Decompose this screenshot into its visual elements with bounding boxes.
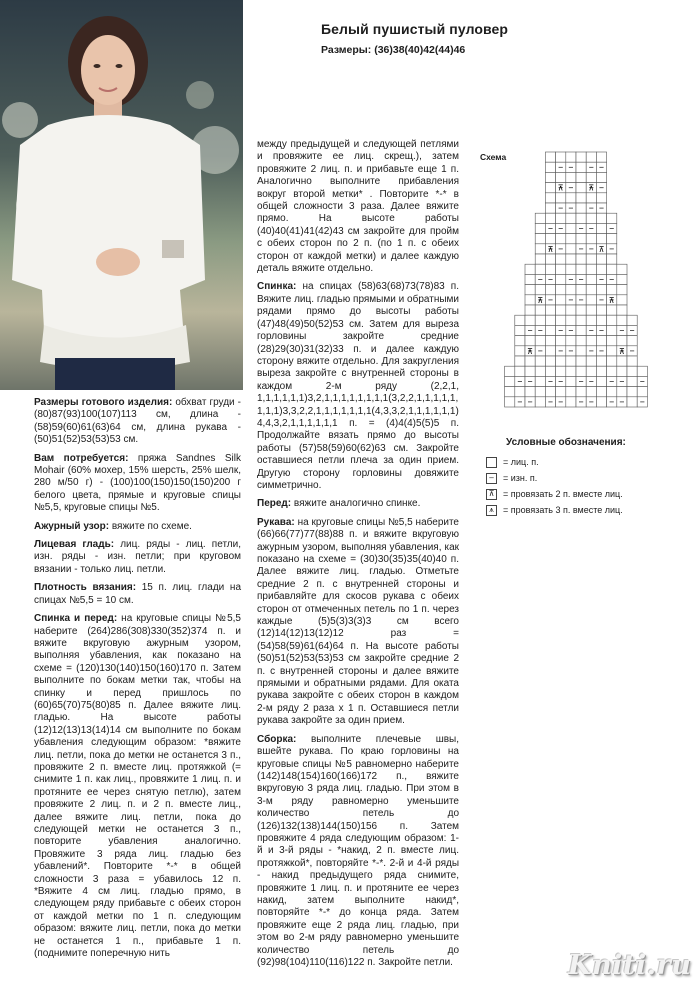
chart-cell (566, 152, 576, 162)
chart-cell (525, 285, 535, 295)
chart-cell (566, 193, 576, 203)
chart-cell (505, 366, 515, 376)
chart-cell (556, 254, 566, 264)
chart-cell (525, 336, 535, 346)
pattern-sizes: Размеры: (36)38(40)42(44)46 (321, 44, 466, 56)
chart-cell (535, 213, 545, 223)
chart-cell (596, 234, 606, 244)
legend-item: = лиц. п. (486, 454, 676, 470)
chart-cell (566, 285, 576, 295)
chart-cell (556, 172, 566, 182)
chart-cell (535, 387, 545, 397)
chart-cell (505, 397, 515, 407)
chart-cell (576, 203, 586, 213)
chart-cell (535, 376, 545, 386)
chart-cell (545, 346, 555, 356)
chart-cell (627, 387, 637, 397)
site-watermark: Kniti.ru (568, 950, 692, 981)
chart-cell (545, 285, 555, 295)
chart-cell (556, 234, 566, 244)
chart-cell (545, 183, 555, 193)
chart-cell (586, 285, 596, 295)
empty-square-icon (486, 457, 497, 468)
chart-cell (515, 387, 525, 397)
chart-cell (627, 376, 637, 386)
chart-cell (627, 397, 637, 407)
chart-cell (586, 366, 596, 376)
decrease-symbol: ⊼ (618, 346, 625, 356)
decrease-2-icon: ⊼ (486, 489, 497, 500)
chart-cell (586, 274, 596, 284)
chart-cell (576, 162, 586, 172)
legend-title: Условные обозначения: (506, 437, 626, 448)
chart-cell (525, 274, 535, 284)
chart-cell (586, 305, 596, 315)
chart-cell (607, 356, 617, 366)
chart-cell (576, 193, 586, 203)
chart-cell (586, 234, 596, 244)
chart-cell (515, 356, 525, 366)
chart-cell (566, 315, 576, 325)
chart-cell (596, 336, 606, 346)
chart-cell (576, 234, 586, 244)
chart-cell (535, 285, 545, 295)
chart-cell (617, 366, 627, 376)
chart-cell (556, 315, 566, 325)
dash-square-icon: – (486, 473, 497, 484)
chart-cell (535, 264, 545, 274)
chart-cell (556, 336, 566, 346)
decrease-symbol: ⊼ (557, 183, 564, 193)
chart-cell (627, 336, 637, 346)
chart-cell (596, 254, 606, 264)
chart-cell (586, 254, 596, 264)
chart-cell (566, 305, 576, 315)
chart-cell (535, 366, 545, 376)
chart-cell (596, 285, 606, 295)
chart-cell (586, 264, 596, 274)
chart-cell (545, 254, 555, 264)
chart-cell (535, 305, 545, 315)
sleeves-paragraph: Рукава: на круговые спицы №5,5 наберите (66)66(77)77(88)88 п. и вяжите вкруговую ажурным узором, выполняя убавления, как показано на схеме = (30)30(35)35(40)40 п. Далее вяжите лиц. гладью. Отметьте средние 2 п. с внутренней стороны и прибавляйте для скосов рукава с обеих сторон от отмеченных петель по 1 п. через каждые (5)5(3)3(3)3 см всего (12)14(12)13(12)12 раз = (54)58(59)61(64)64 п. На высоте работы (50)51(52)53(53)53 см закройте средние 2 п. с внутренней стороны и далее вяжите прямыми и обратными рядами. Для оката рукава закройте с обеих сторон в каждом 2-м ряду 2 раза х 1 п. Оставшиеся петли рукава закройте за один прием. (257, 516, 459, 727)
chart-cell (545, 387, 555, 397)
chart-cell (505, 387, 515, 397)
chart-cell (545, 193, 555, 203)
chart-cell (556, 356, 566, 366)
chart-cell (627, 366, 637, 376)
decrease-symbol: ⊼ (588, 183, 595, 193)
chart-cell (596, 376, 606, 386)
chart-cell (586, 193, 596, 203)
chart-cell (556, 387, 566, 397)
chart-cell (607, 234, 617, 244)
chart-cell (556, 285, 566, 295)
chart-cell (525, 366, 535, 376)
chart-cell (545, 213, 555, 223)
chart-cell (545, 325, 555, 335)
front-paragraph: Перед: вяжите аналогично спинке. (257, 498, 421, 510)
chart-cell (617, 274, 627, 284)
legend-item: ⊼ = провязать 2 п. вместе лиц. (486, 486, 676, 502)
chart-cell (607, 346, 617, 356)
chart-cell (576, 366, 586, 376)
chart-cell (617, 285, 627, 295)
back-paragraph: Спинка: на спицах (58)63(68)73(78)83 п. Вяжите лиц. гладью прямыми и обратными рядами прямо до высоты работы (47)48(49)50(52)53 см. Затем для выреза горловины закройте средние (28)29(30)31(32)33 п. и далее каждую сторону вяжите отдельно. Для закругления выреза закройте с внутренней стороны в каждом 2-м ряду (2,2,1, 1,1,1,1,1,1)3,2,1,1,1,1,1,1,1,1(3,2,2,1,1,1,1,1, 1,1,1)3,3,2,2,1,1,1,1,1,1,1(4,3,3,2,1,1,1,1,1,1) 4,4,3,2,1,1,1,1,1,1 п. = (4)4(4)5(5)5 п. Продолжайте вязать прямо до высоты работы (57)58(59)60(62)63 см. Закройте оставшиеся петли плеча за один прием. Другую сторону горловины довяжите симметрично. (257, 281, 459, 491)
chart-cell (545, 234, 555, 244)
chart-cell (556, 366, 566, 376)
continuation-paragraph: между предыдущей и следующей петлями и провяжите ее лиц. скрещ.), затем провяжите 2 лиц. п. и прибавьте еще 1 п. Аналогично выполните прибавления вокруг второй метки* . Повторите *-* в общей сложности 3 раза. Далее вяжите прямо. На высоте работы (40)40(41)41(42)43 см закройте для пройм с обеих сторон по 2 п. (по 1 п. с обеих сторон от каждой метки) и далее каждую деталь вяжите отдельно. (257, 139, 459, 275)
chart-cell (576, 387, 586, 397)
chart-cell (576, 346, 586, 356)
decrease-symbol: ⊼ (608, 295, 615, 305)
chart-cell (596, 356, 606, 366)
chart-cell (525, 295, 535, 305)
chart-cell (515, 315, 525, 325)
chart-cell (556, 193, 566, 203)
chart-cell (566, 213, 576, 223)
chart-cell (545, 366, 555, 376)
chart-cell (586, 315, 596, 325)
lace-pattern-paragraph: Ажурный узор: вяжите по схеме. (34, 520, 192, 532)
chart-cell (535, 336, 545, 346)
legend-item: – = изн. п. (486, 470, 676, 486)
chart-cell (607, 325, 617, 335)
chart-cell (607, 254, 617, 264)
chart-cell (627, 356, 637, 366)
chart-cell (617, 387, 627, 397)
chart-cell (566, 376, 576, 386)
chart-cell (607, 305, 617, 315)
chart-cell (617, 295, 627, 305)
scheme-label: Схема (480, 152, 507, 162)
legend-item: ⩚ = провязать 3 п. вместе лиц. (486, 502, 676, 518)
knitting-chart (476, 150, 676, 410)
chart-cell (596, 172, 606, 182)
chart-cell (586, 387, 596, 397)
chart-cell (596, 366, 606, 376)
chart-cell (576, 356, 586, 366)
chart-cell (556, 305, 566, 315)
chart-cell (607, 387, 617, 397)
chart-cell (535, 315, 545, 325)
chart-cell (525, 315, 535, 325)
chart-cell (545, 336, 555, 346)
chart-cell (596, 264, 606, 274)
chart-cell (535, 397, 545, 407)
chart-cell (566, 387, 576, 397)
chart-cell (505, 376, 515, 386)
chart-cell (545, 172, 555, 182)
chart-cell (607, 366, 617, 376)
chart-cell (566, 397, 576, 407)
chart-cell (617, 305, 627, 315)
decrease-symbol: ⊼ (598, 244, 605, 254)
chart-cell (525, 264, 535, 274)
chart-cell (586, 336, 596, 346)
chart-cell (525, 356, 535, 366)
chart-cell (535, 244, 545, 254)
chart-cell (617, 264, 627, 274)
chart-cell (607, 336, 617, 346)
chart-cell (617, 315, 627, 325)
chart-cell (545, 305, 555, 315)
chart-cell (566, 366, 576, 376)
chart-cell (617, 336, 627, 346)
middle-text-column (257, 139, 459, 975)
chart-cell (515, 325, 525, 335)
chart-cell (566, 244, 576, 254)
chart-cell (576, 305, 586, 315)
chart-cell (576, 285, 586, 295)
chart-cell (576, 264, 586, 274)
chart-cell (535, 356, 545, 366)
chart-cell (535, 254, 545, 264)
chart-cell (566, 356, 576, 366)
pattern-title: Белый пушистый пуловер (321, 21, 509, 37)
chart-cell (576, 325, 586, 335)
chart-cell (596, 387, 606, 397)
chart-cell (596, 315, 606, 325)
chart-cell (545, 152, 555, 162)
chart-cell (566, 172, 576, 182)
chart-cell (596, 152, 606, 162)
chart-cell (586, 152, 596, 162)
left-text-column (34, 397, 241, 966)
chart-cell (566, 264, 576, 274)
back-front-paragraph: Спинка и перед: на круговые спицы №5,5 наберите (264)286(308)330(352)374 п. и вяжите вкруговую ажурным узором, выполняя убавления, как показано на схеме = (120)130(140)150(160)170 п. Затем выполните по бокам метки так, чтобы на спинку и перед пришлось по (60)65(70)75(80)85 п. Далее вяжите лиц. гладью. На высоте работы (12)12(13)13(14)14 см выполните по бокам убавления следующим образом: *вяжите лиц. петли, пока до метки не останется 3 п., провяжите 2 п. вместе лиц. протяжкой (= снимите 1 п. как лиц., провяжите 1 лиц. п. и протяните ее через снятую петлю), затем провяжите 2 лиц. п. и 2 п. вместе лиц., далее вяжите лиц. петли, пока до следующей метки не останется 3 п., повторите убавления аналогично. Провяжите 3 ряда лиц. гладью без убавлений*. Повторите *-* в общей сложности 3 раза = убавилось 12 п. *Вяжите 4 см лиц. гладью прямо, в следующем ряду прибавьте с обеих сторон от каждой метки по 1 п. следующим образом: вяжите лиц. петли, пока до метки не останется 1 п., прибавьте 1 п. (поднимите поперечную нить (34, 613, 241, 960)
chart-cell (596, 223, 606, 233)
chart-cell (576, 336, 586, 346)
chart-cell (535, 223, 545, 233)
chart-cell (576, 183, 586, 193)
chart-cell (576, 152, 586, 162)
chart-cell (545, 162, 555, 172)
chart-cell (515, 336, 525, 346)
chart-cell (607, 213, 617, 223)
chart-cell (637, 366, 647, 376)
chart-cell (607, 315, 617, 325)
chart-cell (596, 213, 606, 223)
finished-size-paragraph: Размеры готового изделия: обхват груди - (80)87(93)100(107)113 см, длина - (58)59(60)61(63)64 см, длина рукава - (50)51(52)53(53)53 см. (34, 397, 241, 446)
chart-cell (576, 172, 586, 182)
decrease-3-icon: ⩚ (486, 505, 497, 516)
chart-cell (566, 336, 576, 346)
chart-cell (556, 274, 566, 284)
decrease-symbol: ⊼ (547, 244, 554, 254)
chart-cell (586, 295, 596, 305)
chart-cell (556, 295, 566, 305)
chart-cell (566, 234, 576, 244)
gauge-paragraph: Плотность вязания: 15 п. лиц. глади на спицах №5,5 = 10 см. (34, 582, 242, 606)
chart-cell (576, 315, 586, 325)
legend (486, 437, 676, 518)
chart-cell (607, 285, 617, 295)
materials-paragraph: Вам потребуется: пряжа Sandnes Silk Mohair (60% мохер, 15% шерсть, 25% шелк, 280 м/50 г) - (100)100(150)150(150)200 г белого цвета, прямые и круговые спицы №5,5, круговые спицы №5. (34, 452, 241, 514)
chart-cell (535, 234, 545, 244)
model-photo (0, 0, 243, 390)
chart-cell (627, 315, 637, 325)
decrease-symbol: ⊼ (527, 346, 534, 356)
chart-cell (515, 346, 525, 356)
chart-cell (566, 223, 576, 233)
chart-cell (596, 305, 606, 315)
chart-cell (525, 387, 535, 397)
chart-cell (545, 356, 555, 366)
chart-cell (596, 397, 606, 407)
chart-cell (576, 254, 586, 264)
chart-cell (586, 356, 596, 366)
chart-cell (596, 193, 606, 203)
model-illustration (0, 0, 243, 390)
chart-cell (515, 366, 525, 376)
chart-cell (556, 264, 566, 274)
chart-cell (545, 315, 555, 325)
chart-cell (556, 152, 566, 162)
stockinette-paragraph: Лицевая гладь: лиц. ряды - лиц. петли, изн. ряды - изн. петли; при круговом вязании - только лиц. петли. (34, 539, 242, 575)
chart-cell (556, 213, 566, 223)
chart-cell (617, 356, 627, 366)
chart-cell (525, 305, 535, 315)
chart-cell (576, 213, 586, 223)
chart-cell (566, 254, 576, 264)
chart-cell (545, 203, 555, 213)
chart-cell (607, 264, 617, 274)
chart-cell (586, 213, 596, 223)
assembly-paragraph: Сборка: выполните плечевые швы, вшейте рукава. По краю горловины на круговые спицы №5 равномерно наберите (142)148(154)160(166)172 п., вяжите вкруговую 3 ряда лиц. гладью. При этом в 3-м ряду равномерно уменьшите количество петель до (126)132(138)144(150)156 п. Затем провяжите 4 ряда следующим образом: 1-й и 3-й ряды - *накид, 2 п. вместе лиц. протяжкой*, повторяйте *-*. 2-й и 4-й ряды - накид предыдущего ряда снимите, провяжите 1 лиц. п. и протяните ее через накид, затем выполните накид*, повторяйте *-* до конца ряда. Затем провяжите еще 2 ряда лиц. гладью, при этом во 2-м ряду равномерно уменьшите количество петель до (92)98(104)110(116)122 п. Закройте петли. (257, 733, 459, 968)
decrease-symbol: ⊼ (537, 295, 544, 305)
chart-cell (586, 172, 596, 182)
chart-cell (545, 264, 555, 274)
chart-cell (637, 387, 647, 397)
